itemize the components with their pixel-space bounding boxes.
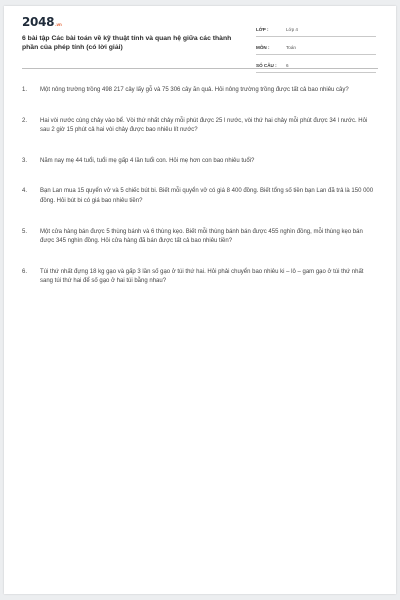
question-item	[22, 157, 376, 167]
question-number: 3.	[22, 157, 28, 164]
meta-value: Toán	[286, 44, 296, 50]
question-item	[22, 117, 376, 136]
meta-label: LỚP :	[256, 26, 269, 32]
header-divider	[22, 68, 378, 69]
meta-row-class	[256, 22, 376, 37]
logo-text: 2048	[22, 15, 55, 29]
question-text: Một cửa hàng bán được 5 thùng bánh và 6 thùng kẹo. Biết mỗi thùng bánh bán được 455 nghìn đồng, mỗi thùng kẹo bán được 345 nghìn đồng. Hỏi cửa hàng đã bán được tất cả bao nhiêu tiền?	[40, 228, 363, 245]
question-list	[22, 86, 376, 287]
meta-row-question-count	[256, 58, 376, 73]
question-text: Bạn Lan mua 15 quyển vở và 5 chiếc bút bi. Biết mỗi quyển vở có giá 8 400 đồng. Biết tổng số tiền bạn Lan đã trả là 150 000 đồng. Hỏi bút bi có giá bao nhiêu tiền?	[40, 188, 374, 204]
document-header	[22, 15, 378, 68]
question-number: 5.	[22, 228, 28, 235]
document-title: 6 bài tập Các bài toán về kỹ thuật tính và quan hệ giữa các thành phần của phép tính (có lời giải)	[22, 35, 232, 51]
question-text: Túi thứ nhất đựng 18 kg gạo và gấp 3 lần số gạo ở túi thứ hai. Hỏi phải chuyển bao nhiêu ki – lô – gam gạo ở túi thứ nhất sang túi thứ hai để số gạo ở hai túi bằng nhau?	[40, 268, 364, 285]
question-item	[22, 268, 376, 287]
question-item	[22, 187, 376, 206]
meta-label: SỐ CÂU :	[256, 62, 277, 68]
question-item	[22, 228, 376, 247]
question-item	[22, 86, 376, 96]
site-logo[interactable]	[22, 16, 62, 28]
meta-row-subject	[256, 40, 376, 55]
meta-value: 6	[286, 62, 289, 68]
meta-value: Lớp 4	[286, 26, 298, 32]
question-number: 1.	[22, 87, 28, 93]
question-text: Một nông trường trồng 498 217 cây lấy gỗ và 75 306 cây ăn quả. Hỏi nông trường trồng được tất cả bao nhiêu cây?	[40, 87, 349, 93]
question-number: 4.	[22, 188, 28, 195]
meta-label: MÔN :	[256, 44, 270, 50]
question-text: Năm nay mẹ 44 tuổi, tuổi mẹ gấp 4 lần tuổi con. Hỏi mẹ hơn con bao nhiêu tuổi?	[40, 157, 255, 164]
question-number: 6.	[22, 268, 28, 275]
document-page	[4, 6, 396, 594]
question-number: 2.	[22, 117, 28, 124]
question-text: Hai vòi nước cùng chảy vào bể. Vòi thứ nhất chảy mỗi phút được 25 l nước, vòi thứ hai chảy mỗi phút được 34 l nước. Hỏi sau 2 giờ 15 phút cả hai vòi chảy được bao nhiêu lít nước?	[40, 117, 368, 134]
logo-domain: .vn	[55, 22, 62, 27]
